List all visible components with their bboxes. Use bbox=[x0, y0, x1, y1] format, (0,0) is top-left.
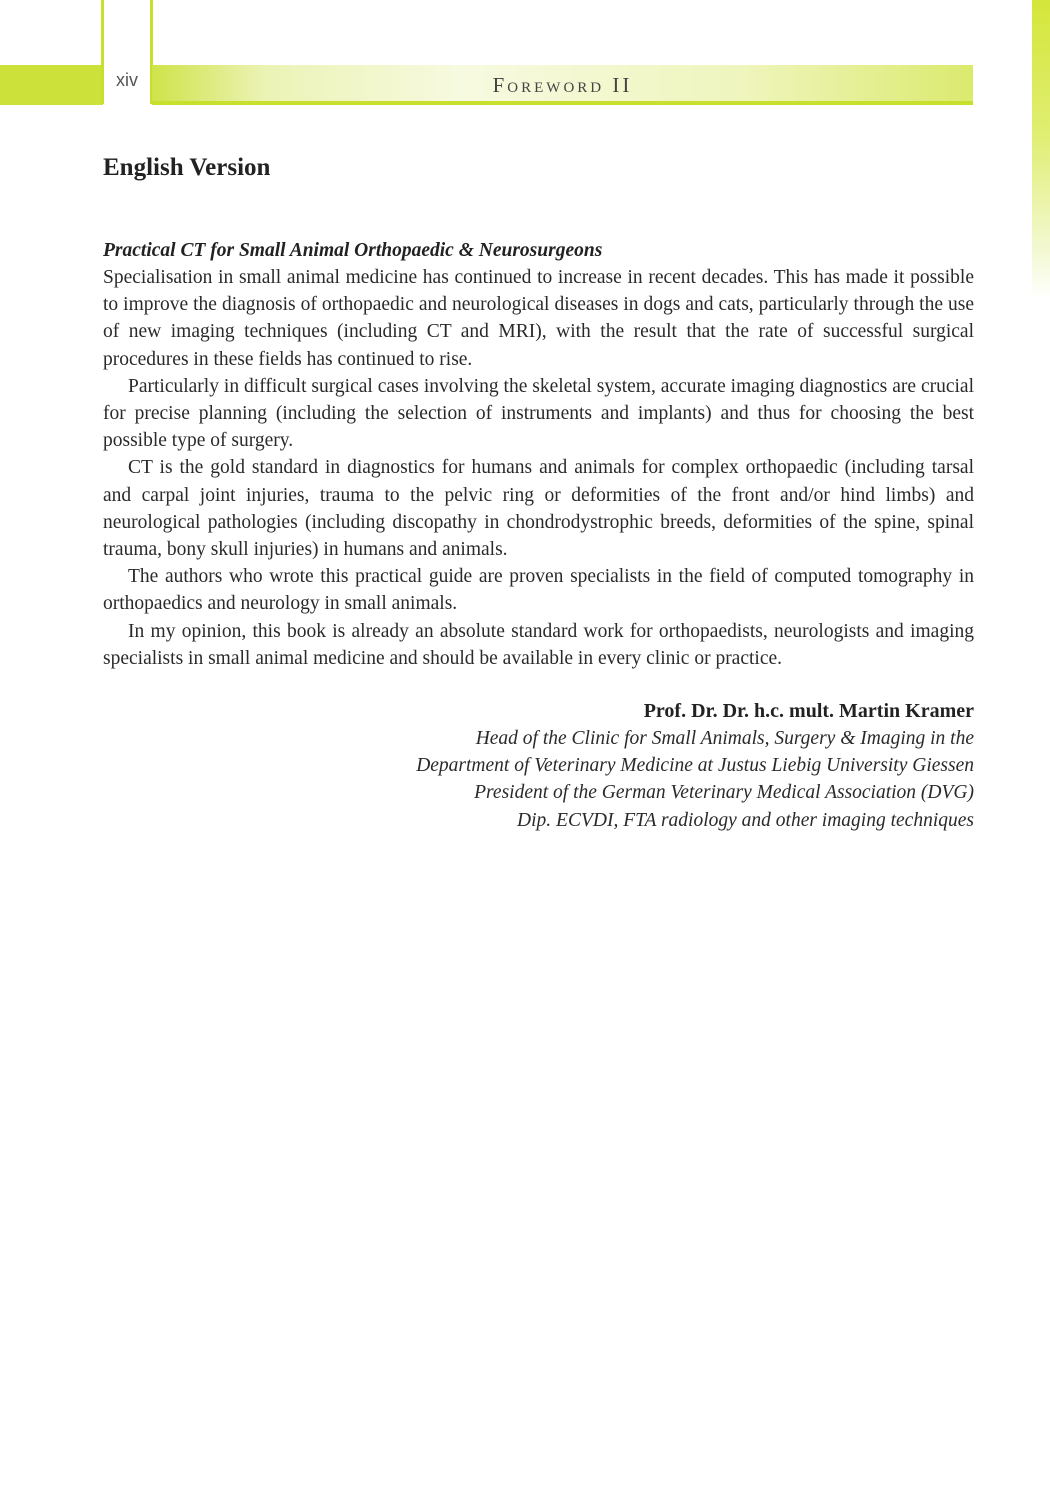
paragraph: The authors who wrote this practical guide are proven specialists in the field of computed tomography in orthopaedics and neurology in small animals. bbox=[103, 566, 974, 615]
edge-color-strip bbox=[1032, 0, 1050, 300]
signature-affiliation-line: Head of the Clinic for Small Animals, Surgery & Imaging in the bbox=[475, 728, 974, 750]
running-header-rule bbox=[152, 101, 973, 105]
signature-affiliation-line: President of the German Veterinary Medical Association (DVG) bbox=[474, 782, 974, 804]
page-number: xiv bbox=[116, 70, 138, 90]
signature-block bbox=[103, 698, 974, 834]
page-heading: English Version bbox=[103, 154, 271, 181]
paragraph: In my opinion, this book is already an absolute standard work for orthopaedists, neurologists and imaging specialists in small animal medicine and should be available in every clinic or practice. bbox=[103, 620, 974, 669]
signature-affiliation-line: Department of Veterinary Medicine at Justus Liebig University Giessen bbox=[416, 755, 974, 777]
paragraph: Particularly in difficult surgical cases involving the skeletal system, accurate imaging diagnostics are crucial for precise planning (including the selection of instruments and implants) and thus for choosing the best possible type of surgery. bbox=[103, 375, 974, 452]
running-header-title: Foreword II bbox=[492, 73, 633, 97]
signature-name: Prof. Dr. Dr. h.c. mult. Martin Kramer bbox=[643, 700, 974, 723]
paragraph: Specialisation in small animal medicine has continued to increase in recent decades. This has made it possible to improve the diagnosis of orthopaedic and neurological diseases in dogs and cats, particularly through the use of new imaging techniques (including CT and MRI), with the result that the rate of successful surgical procedures in these fields has continued to rise. bbox=[103, 267, 974, 370]
page-content bbox=[103, 150, 974, 834]
signature-affiliation-line: Dip. ECVDI, FTA radiology and other imaging techniques bbox=[517, 809, 974, 831]
section-title: Practical CT for Small Animal Orthopaedic & Neurosurgeons bbox=[103, 240, 603, 261]
page-number-tab bbox=[101, 0, 153, 104]
header-left-block bbox=[0, 65, 103, 105]
paragraph: CT is the gold standard in diagnostics for humans and animals for complex orthopaedic (including tarsal and carpal joint injuries, trauma to the pelvic ring or deformities of the front and/or hind limbs) and neurological pathologies (including discopathy in chondrodystrophic breeds, deformities of the spine, spinal trauma, bony skull injuries) in humans and animals. bbox=[103, 457, 974, 561]
